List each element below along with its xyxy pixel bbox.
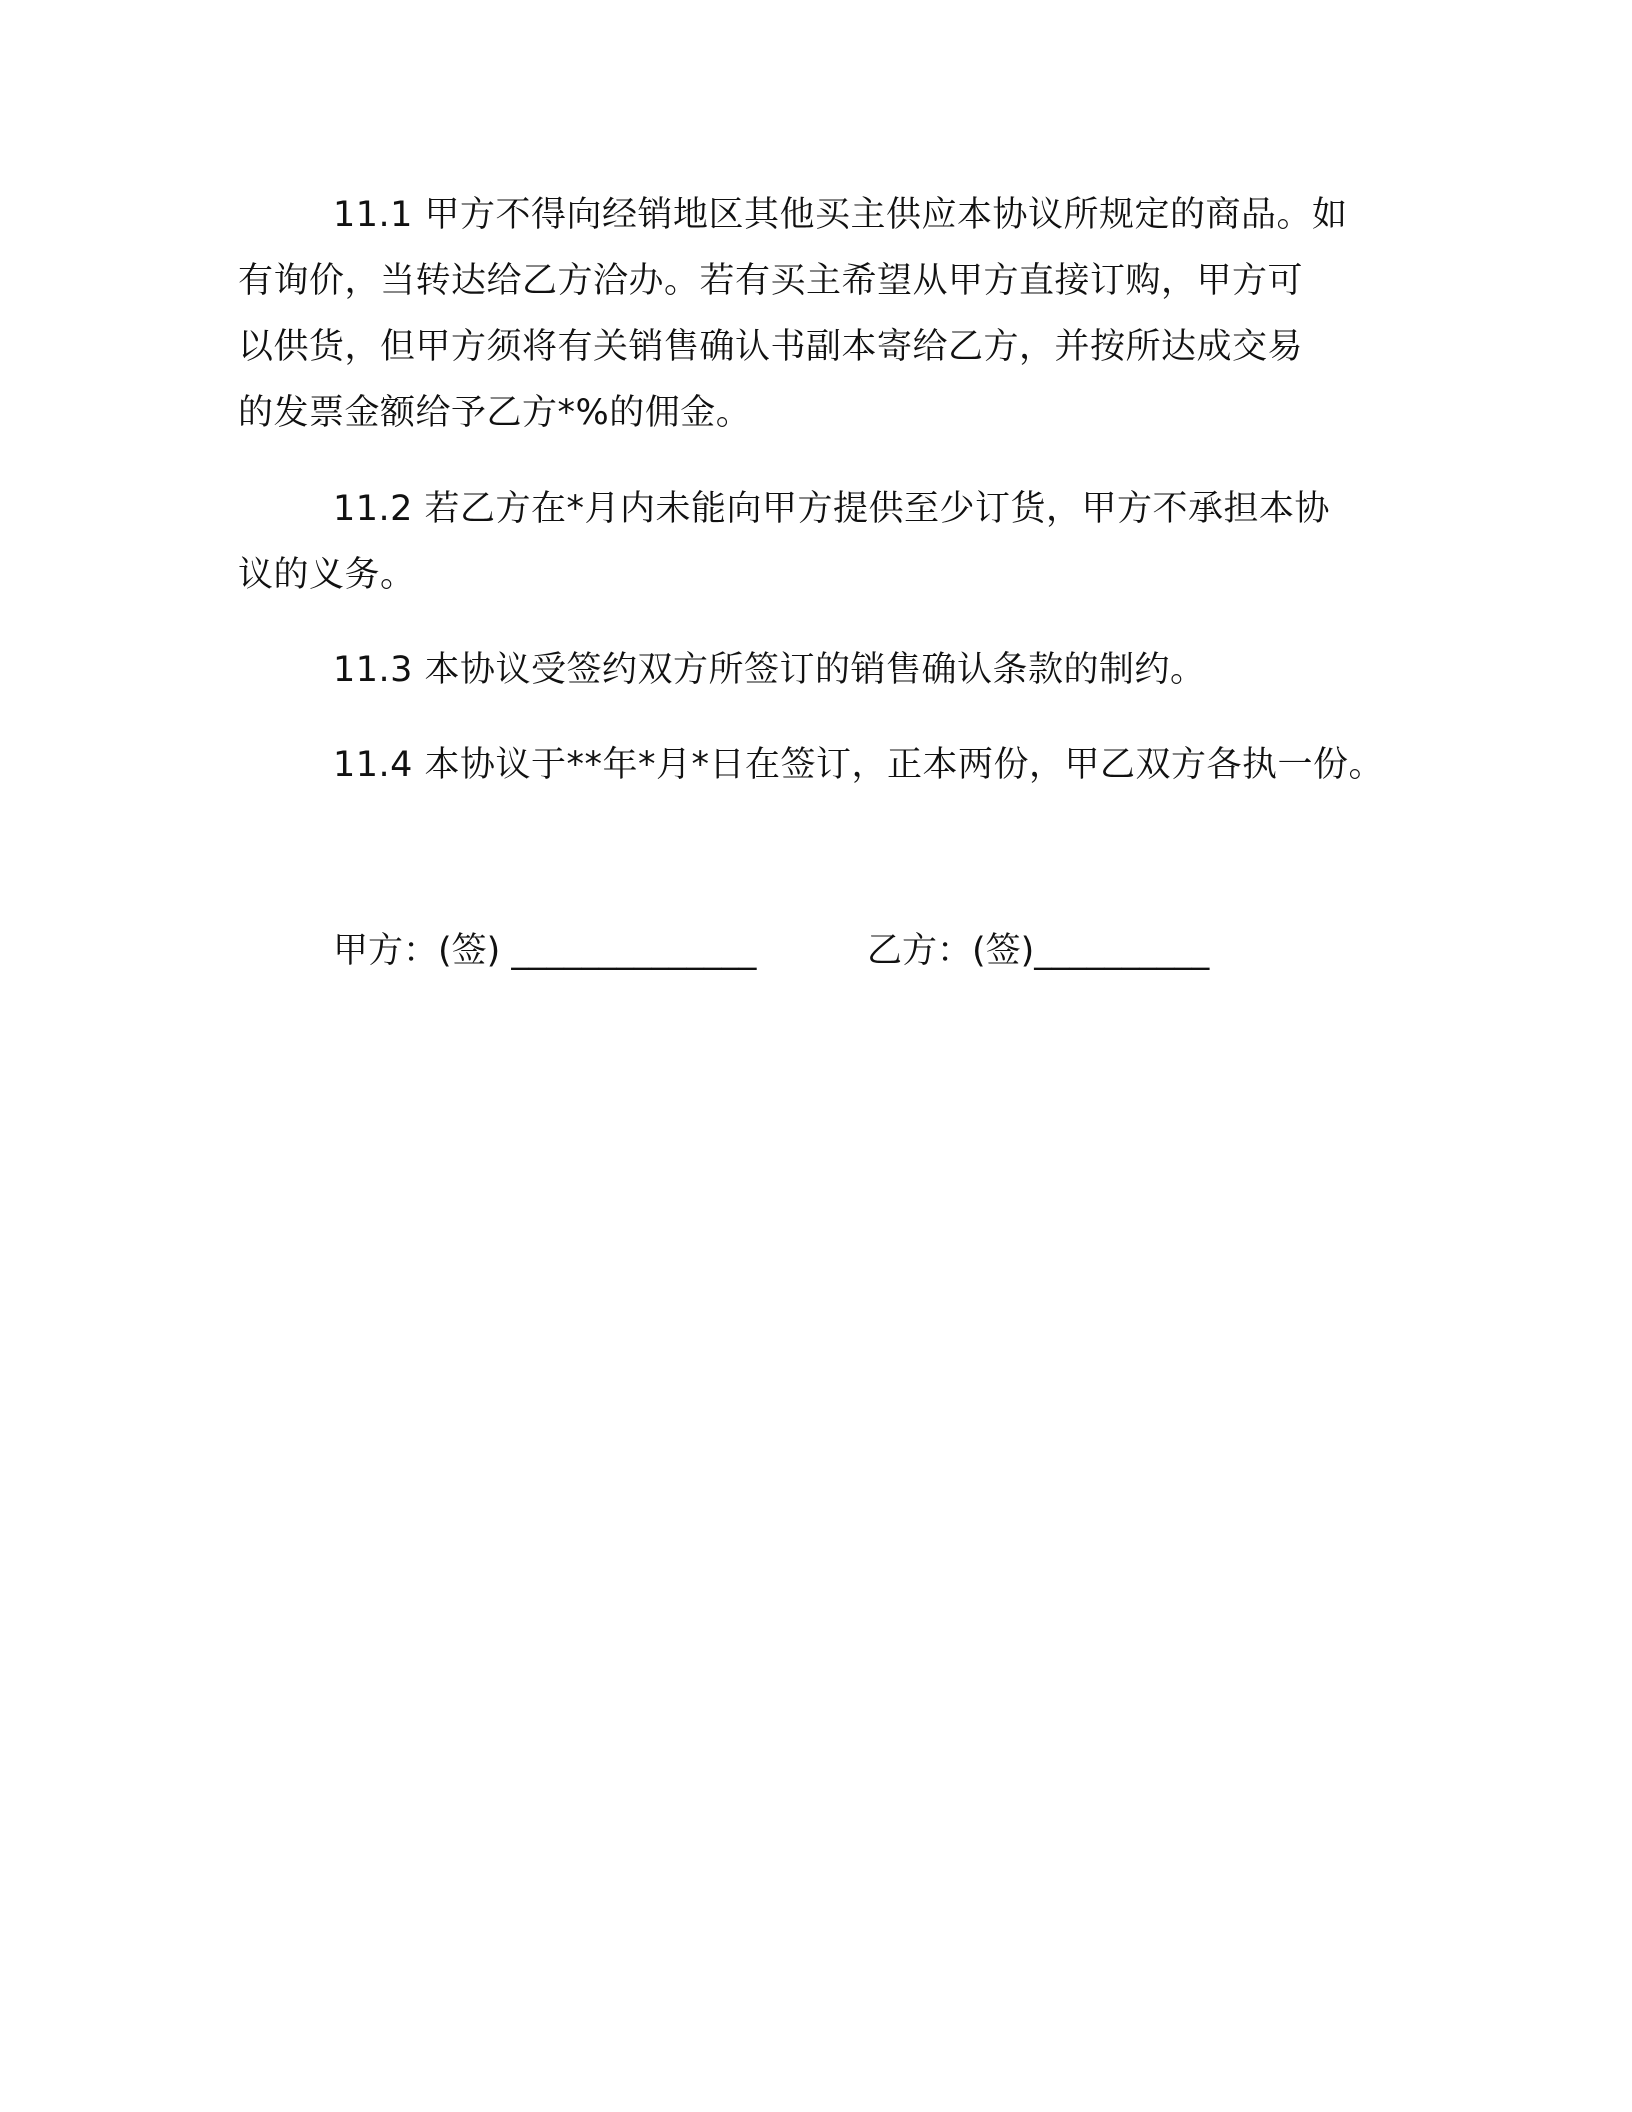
clause-line: 11.1 甲方不得向经销地区其他买主供应本协议所规定的商品。如 (333, 195, 1348, 235)
clause-line: 有询价，当转达给乙方洽办。若有买主希望从甲方直接订购，甲方可 (238, 261, 1304, 301)
clause-line: 以供货，但甲方须将有关销售确认书副本寄给乙方，并按所达成交易 (238, 327, 1304, 367)
clause-line: 的发票金额给予乙方*%的佣金。 (238, 393, 752, 433)
clause-line: 11.4 本协议于**年*月*日在签订，正本两份，甲乙双方各执一份。 (333, 745, 1385, 785)
clause-line: 11.2 若乙方在*月内未能向甲方提供至少订货，甲方不承担本协 (333, 489, 1331, 529)
clause-line: 11.3 本协议受签约双方所签订的销售确认条款的制约。 (333, 650, 1206, 690)
party-a-signature: 甲方：(签) ______________ (333, 931, 757, 971)
party-b-signature: 乙方：(签)__________ (867, 931, 1210, 971)
clause-line: 议的义务。 (238, 555, 416, 595)
